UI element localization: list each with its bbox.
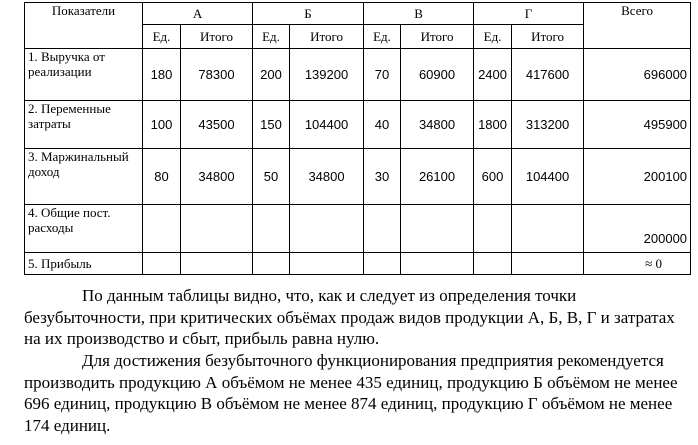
row-total: 200100 [584,149,691,205]
table-cell: 40 [364,101,401,149]
table-cell: 313200 [512,101,584,149]
row-label: 1. Выручка от реализации [25,49,143,101]
paragraph-recommendation: Для достижения безубыточного функционирования предприятия рекомендуется производить продукцию А объёмом не менее 435 единиц, продукцию Б объёмом не менее 696 единиц, продукцию В объёмом не менее 874 единиц, продукцию Г объёмом не менее 174 единиц. [24,351,678,435]
table-cell: 80 [143,149,181,205]
table-cell: 34800 [290,149,364,205]
table-cell [512,253,584,275]
paragraph-conclusion: По данным таблицы видно, что, как и следует из определения точки безубыточности, при критических объёмах продаж видов продукции А, Б, В, Г и затратах на их производство и сбыт, прибыль равна нулю. [24,286,675,348]
table-cell: 104400 [290,101,364,149]
row-label: 2. Переменные затраты [25,101,143,149]
table-row [25,49,691,101]
table-cell: 600 [474,149,512,205]
header-group-v: В [364,3,474,25]
table-row [25,101,691,149]
table-cell [253,253,290,275]
subheader-unit: Ед. [364,25,401,49]
table-cell: 78300 [181,49,253,101]
subheader-sum: Итого [181,25,253,49]
table-cell: 26100 [401,149,474,205]
table-cell: 2400 [474,49,512,101]
table-cell: 43500 [181,101,253,149]
subheader-sum: Итого [401,25,474,49]
table-cell: 417600 [512,49,584,101]
header-group-a: А [143,3,253,25]
table-cell [474,253,512,275]
table-cell [401,205,474,253]
table-cell: 50 [253,149,290,205]
table-cell [290,205,364,253]
table-cell [364,205,401,253]
table-cell: 60900 [401,49,474,101]
table-row [25,253,691,275]
table-cell: 200 [253,49,290,101]
row-total: 200000 [584,205,691,253]
subheader-sum: Итого [290,25,364,49]
subheader-sum: Итого [512,25,584,49]
subheader-unit: Ед. [474,25,512,49]
table-cell [474,205,512,253]
table-cell [143,205,181,253]
table-cell [181,253,253,275]
row-total: 696000 [584,49,691,101]
header-group-g: Г [474,3,584,25]
header-group-b: Б [253,3,364,25]
table-cell: 104400 [512,149,584,205]
table-cell [181,205,253,253]
table-cell [364,253,401,275]
header-total: Всего [584,3,691,49]
row-total: 495900 [584,101,691,149]
table-cell [290,253,364,275]
table-cell: 70 [364,49,401,101]
row-label: 3. Маржинальный доход [25,149,143,205]
table-cell: 30 [364,149,401,205]
table-row [25,149,691,205]
table-cell: 34800 [181,149,253,205]
table-cell: 100 [143,101,181,149]
table-cell: 139200 [290,49,364,101]
table-cell: 180 [143,49,181,101]
header-indicators: Показатели [25,3,143,49]
table-header-row [25,3,691,25]
table-row [25,205,691,253]
table-cell: 34800 [401,101,474,149]
row-label: 5. Прибыль [25,253,143,275]
table-cell [143,253,181,275]
data-table [24,2,691,275]
subheader-unit: Ед. [253,25,290,49]
table-cell: 1800 [474,101,512,149]
table-cell: 150 [253,101,290,149]
table-cell [512,205,584,253]
row-total: ≈ 0 [584,253,691,275]
table-cell [401,253,474,275]
row-label: 4. Общие пост. расходы [25,205,143,253]
table-cell [253,205,290,253]
subheader-unit: Ед. [143,25,181,49]
